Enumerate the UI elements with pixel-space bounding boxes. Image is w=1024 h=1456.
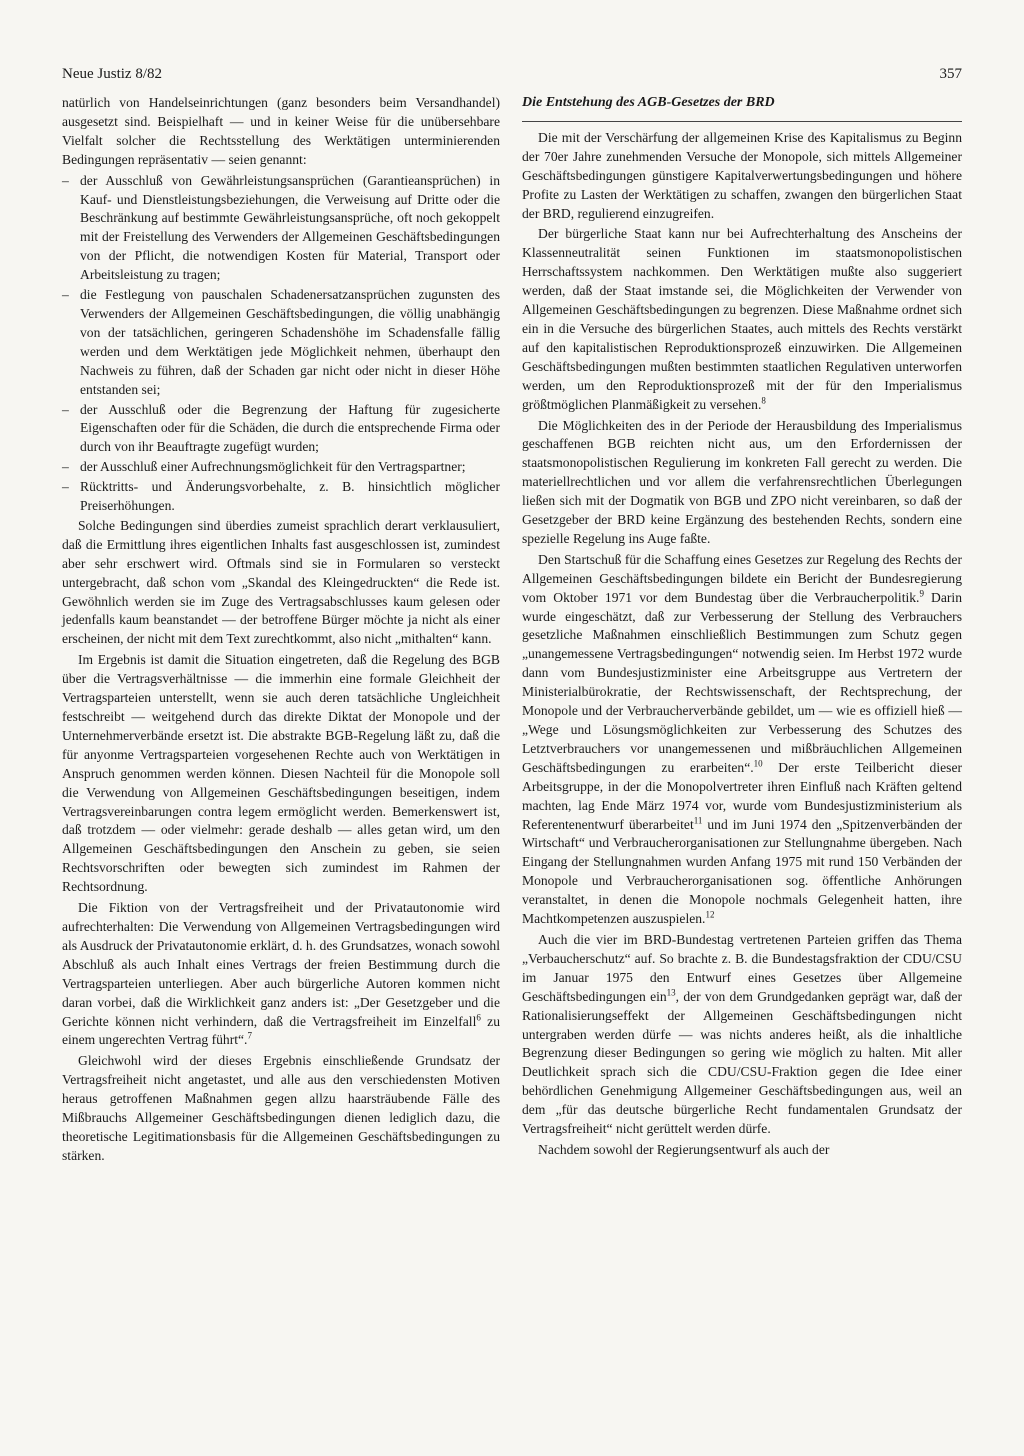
paragraph-text: und im Juni 1974 den „Spitzenverbänden der Wirtschaft“ und Verbraucherorganisationen zur Stellungnahme übergeben. Nach Eingang der Stellungnahmen wurden Anfang 1975 mit rund 150 Verbänden der Monopole und Verbraucherorganisationen sog. öffentliche Anhörungen veranstaltet, in denen die Monopole nochmals Gelegenheit hatten, ihre Machtkompetenzen auszuspielen. [522,816,962,927]
footnote-ref[interactable]: 11 [693,815,703,825]
paragraph-text: Darin wurde eingeschätzt, daß zur Verbesserung der Stellung des Verbrauchers gesetzliche Maßnahmen einschließlich Bestimmungen zum Schutz gegen „unangemessene Vertragsbedingungen“ notwendig seien. Im Herbst 1972 wurde dann vom Bundesjustizminister eine Arbeitsgruppe aus Vertretern der Ministerialbürokratie, der Rechtswissenschaft, der Rechtsprechung, der Monopole und der Verbraucherverbände gebildet, um — wie es offiziell hieß — „Wege und Lösungsmöglichkeiten zur Verbesserung des Schutzes des Letztverbrauchers vor unangemessenen und mißbräuchlichen Allgemeinen Geschäftsbedingungen zu erarbeiten“. [522,589,963,775]
paragraph: Gleichwohl wird der dieses Ergebnis einschließende Grundsatz der Vertragsfreiheit nicht angetastet, und alle aus den verschiedensten Motiven heraus getroffenen Maßnahmen gegen allzu haarsträubende Fälle des Mißbrauchs Allgemeiner Geschäftsbedingungen dienen lediglich dazu, die theoretische Legitimationsbasis für die Allgemeinen Geschäftsbedingungen zu stärken. [62,1053,500,1163]
paragraph: Solche Bedingungen sind überdies zumeist sprachlich derart verklausuliert, daß die Ermittlung ihres eigentlichen Inhalts fast ausgeschlossen ist, zumindest aber sehr erschwert wird. Oftmals sind sie in Formularen so versteckt untergebracht, daß schon vom „Skandal des Kleingedruckten“ die Rede ist. Gewöhnlich werden sie im Zuge des Vertragsabschlusses kaum gelesen oder jedenfalls kaum beanstandet — der betroffene Bürger möchte ja nicht als einer erscheinen, der nicht mit dem Text zurechtkommt, also nicht „mithalten“ kann. [62,517,500,647]
list-item-text: die Festlegung von pauschalen Schadenersatzansprüchen zugunsten des Verwenders der Allgemeinen Geschäftsbedingungen, die völlig unabhängig von der tatsächlichen, geringeren Schadenshöhe im Schadensfalle fällig werden und dem Werktätigen jede Möglichkeit nehmen, überhaupt den Nachweis zu führen, daß der Schaden gar nicht oder nicht in dieser Höhe entstanden sei; [80,287,500,397]
intro-paragraph: natürlich von Handelseinrichtungen (ganz besonders beim Versandhandel) ausgesetzt sind. Beispielhaft — und in keiner Weise für die unübersehbare Vielfalt solcher die Rechtsstellung des Werktätigen unterminierenden Bedingungen repräsentativ — seien genannt: [62,95,500,167]
footnote-ref[interactable]: 6 [476,1011,481,1022]
list-item [62,401,500,458]
dash-marker: – [62,172,69,188]
dash-marker: – [62,401,69,417]
dash-marker: – [62,479,69,495]
footnote-ref[interactable]: 13 [666,987,676,998]
footnote-ref[interactable]: 12 [705,909,715,920]
footnote-ref[interactable]: 10 [753,758,763,769]
paragraph-text: zu einem ungerechten Vertrag führt“. [62,1013,500,1048]
left-column [62,94,500,1168]
list-item-text: der Ausschluß einer Aufrechnungsmöglichkeit für den Vertragspartner; [80,459,466,475]
page-number: 357 [939,66,962,82]
paragraph [62,899,500,1050]
footnote-ref[interactable]: 9 [919,588,924,599]
paragraph-text: Der bürgerliche Staat kann nur bei Aufrechterhaltung des Anscheins der Klassenneutralität seinen Funktionen im staatsmonopolistischen Herrschaftssystem nachkommen. Den Werktätigen mußte also suggeriert werden, daß der Staat imstande sei, die Möglichkeiten der Verwender von Allgemeinen Geschäftsbedingungen zu begrenzen. Diese Maßnahme ordnet sich ein in die Versuche des bürgerlichen Staates, auch mittels des Rechts verstärkt auf den kapitalistischen Reproduktionsprozeß einzuwirken. Die Allgemeinen Geschäftsbedingungen mußten bestimmten staatlichen Regulativen unterworfen werden, um den Reproduktionsprozeß mit der für den Imperialismus größtmöglichen Planmäßigkeit zu versehen. [522,226,962,412]
paragraph: Im Ergebnis ist damit die Situation eingetreten, daß die Regelung des BGB über die Vertragsverhältnisse — die immerhin eine formale Gleichheit der Vertragsparteien unterstellt, wenn sie auch deren tatsächliche Ungleichheit festschreibt — weitgehend durch das direkte Diktat der Monopole und der Unternehmerverbände ersetzt ist. Die abstrakte BGB-Regelung läßt zu, daß die für anyonme Vertragsparteien vorgesehenen Rechte auch von Werktätigen in Anspruch genommen werden können. Diesen Nachteil für die Monopole soll die Verwendung von Allgemeinen Geschäftsbedingungen beseitigen, indem Vertragsvereinbarungen contra legem ermöglicht werden. Bemerkenswert ist, daß trotzdem — oder vielmehr: gerade deshalb — alles getan wird, um den Allgemeinen Geschäftsbedingungen den Anschein zu geben, sie seien Rechtsvorschriften oder bewegten sich zumindest im Rahmen der Rechtsordnung. [62,652,500,895]
list-item-text: der Ausschluß von Gewährleistungsansprüchen (Garantieansprüchen) in Kauf- und Dienstleistungsbeziehungen, die Verweisung auf Dritte oder die Beschränkung auf bestimmte Gewährleistungsansprüche, oft noch gekoppelt mit der Freistellung des Verwenders der Allgemeinen Geschäftsbedingungen von der Pflicht, die notwendigen Kosten für Material, Transport oder Arbeitsleistung zu tragen; [80,172,500,283]
paragraph-text: Die Fiktion von der Vertragsfreiheit und der Privatautonomie wird aufrechterhalten: Die Verwendung von Allgemeinen Vertragsbedingungen wird als Ausdruck der Privatautonomie erklärt, d. h. des Grundsatzes, wonach sowohl Abschluß als auch Inhalt eines Vertrags der freien Bestimmung durch die Vertragsparteien unterliegen. Aber auch bürgerliche Autoren kommen nicht daran vorbei, daß die Wirklichkeit ganz anders ist: „Der Gesetzgeber und die Gerichte können nicht verhindern, daß die Vertragsfreiheit im Einzelfall [62,900,500,1029]
paragraph-text: Auch die vier im BRD-Bundestag vertretenen Parteien griffen das Thema „Verbaucherschutz“ auf. So brachte z. B. die Bundestagsfraktion der CDU/CSU im Januar 1975 den Entwurf eines Gesetzes über Allgemeine Geschäftsbedingungen ein [522,931,962,1004]
paragraph [522,551,962,929]
list-item [62,286,500,399]
dash-marker: – [62,459,69,475]
list-item-text: der Ausschluß oder die Begrenzung der Haftung für zugesicherte Eigenschaften oder für die Schäden, die durch die entsprechende Firma oder durch von ihr Beauftragte zugefügt wurden; [80,401,500,455]
paragraph [522,931,962,1139]
list-item [62,478,500,516]
paragraph: Die Möglichkeiten des in der Periode der Herausbildung des Imperialismus geschaffenen BGB reichten nicht aus, um den Erfordernissen der staatsmonopolistischen Regulierung im konkreten Fall gerecht zu werden. Die materiellrechtlichen und vor allem die verfahrensrechtlichen Überlegungen ließen sich mit der Dogmatik von BGB und ZPO nicht vereinbaren, so daß der Gesetzgeber der BRD keine Ergänzung des bestehenden Rechts, sondern eine spezielle Regelung ins Auge faßte. [522,417,962,546]
list-item-text: Rücktritts- und Änderungsvorbehalte, z. B. hinsichtlich möglicher Preiserhöhungen. [80,479,500,514]
page-header [62,62,962,88]
paragraph [522,225,962,414]
condition-list [62,172,500,516]
paragraph-text: , der von dem Grundgedanken geprägt war, daß der Rationalisierungseffekt der Allgemeinen Geschäftsbedingungen nicht untergraben werden dürfe — was nichts anderes heißt, als die inhaltliche Begrenzung dieser Bedingungen so gering wie möglich zu halten. Mit aller Deutlichkeit sprach sich die CDU/CSU-Fraktion gegen die Idee einer behördlichen Genehmigung Allgemeiner Geschäftsbedingungen aus, weil an dem „für das deutsche bürgerliche Recht fundamentalen Grundsatz der Vertragsfreiheit“ nicht gerüttelt werden dürfe. [522,988,962,1137]
list-item [62,172,500,285]
dash-marker: – [62,287,69,303]
footnote-ref[interactable]: 7 [247,1030,252,1041]
paragraph: Die mit der Verschärfung der allgemeinen Krise des Kapitalismus zu Beginn der 70er Jahre zunehmenden Versuche der Monopole, sich mittels Allgemeiner Geschäftsbedingungen günstigere Kapitalverwertungsbedingungen und höhere Profite zu Lasten der Werktätigen zu schaffen, zwangen den bürgerlichen Staat der BRD, regulierend einzugreifen. [522,129,962,221]
section-heading: Die Entstehung des AGB-Gesetzes der BRD [522,94,962,122]
journal-title: Neue Justiz 8/82 [62,66,162,82]
paragraph-text: Den Startschuß für die Schaffung eines Gesetzes zur Regelung des Rechts der Allgemeinen Geschäftsbedingungen bildete ein Bericht der Bundesregierung vom Oktober 1971 vor dem Bundestag über die Verbraucherpolitik. [522,551,962,605]
paragraph-text: Der erste Teilbericht dieser Arbeitsgruppe, in der die Monopolvertreter ihren Einfluß nach Kräften geltend machten, lag Ende März 1974 vor, wurde vom Bundesjustizministerium als Referentenentwurf überarbeitet [522,759,963,832]
paragraph: Nachdem sowohl der Regierungsentwurf als auch der [538,1141,830,1157]
list-item [62,458,500,477]
right-column [522,94,962,1162]
footnote-ref[interactable]: 8 [761,395,766,406]
